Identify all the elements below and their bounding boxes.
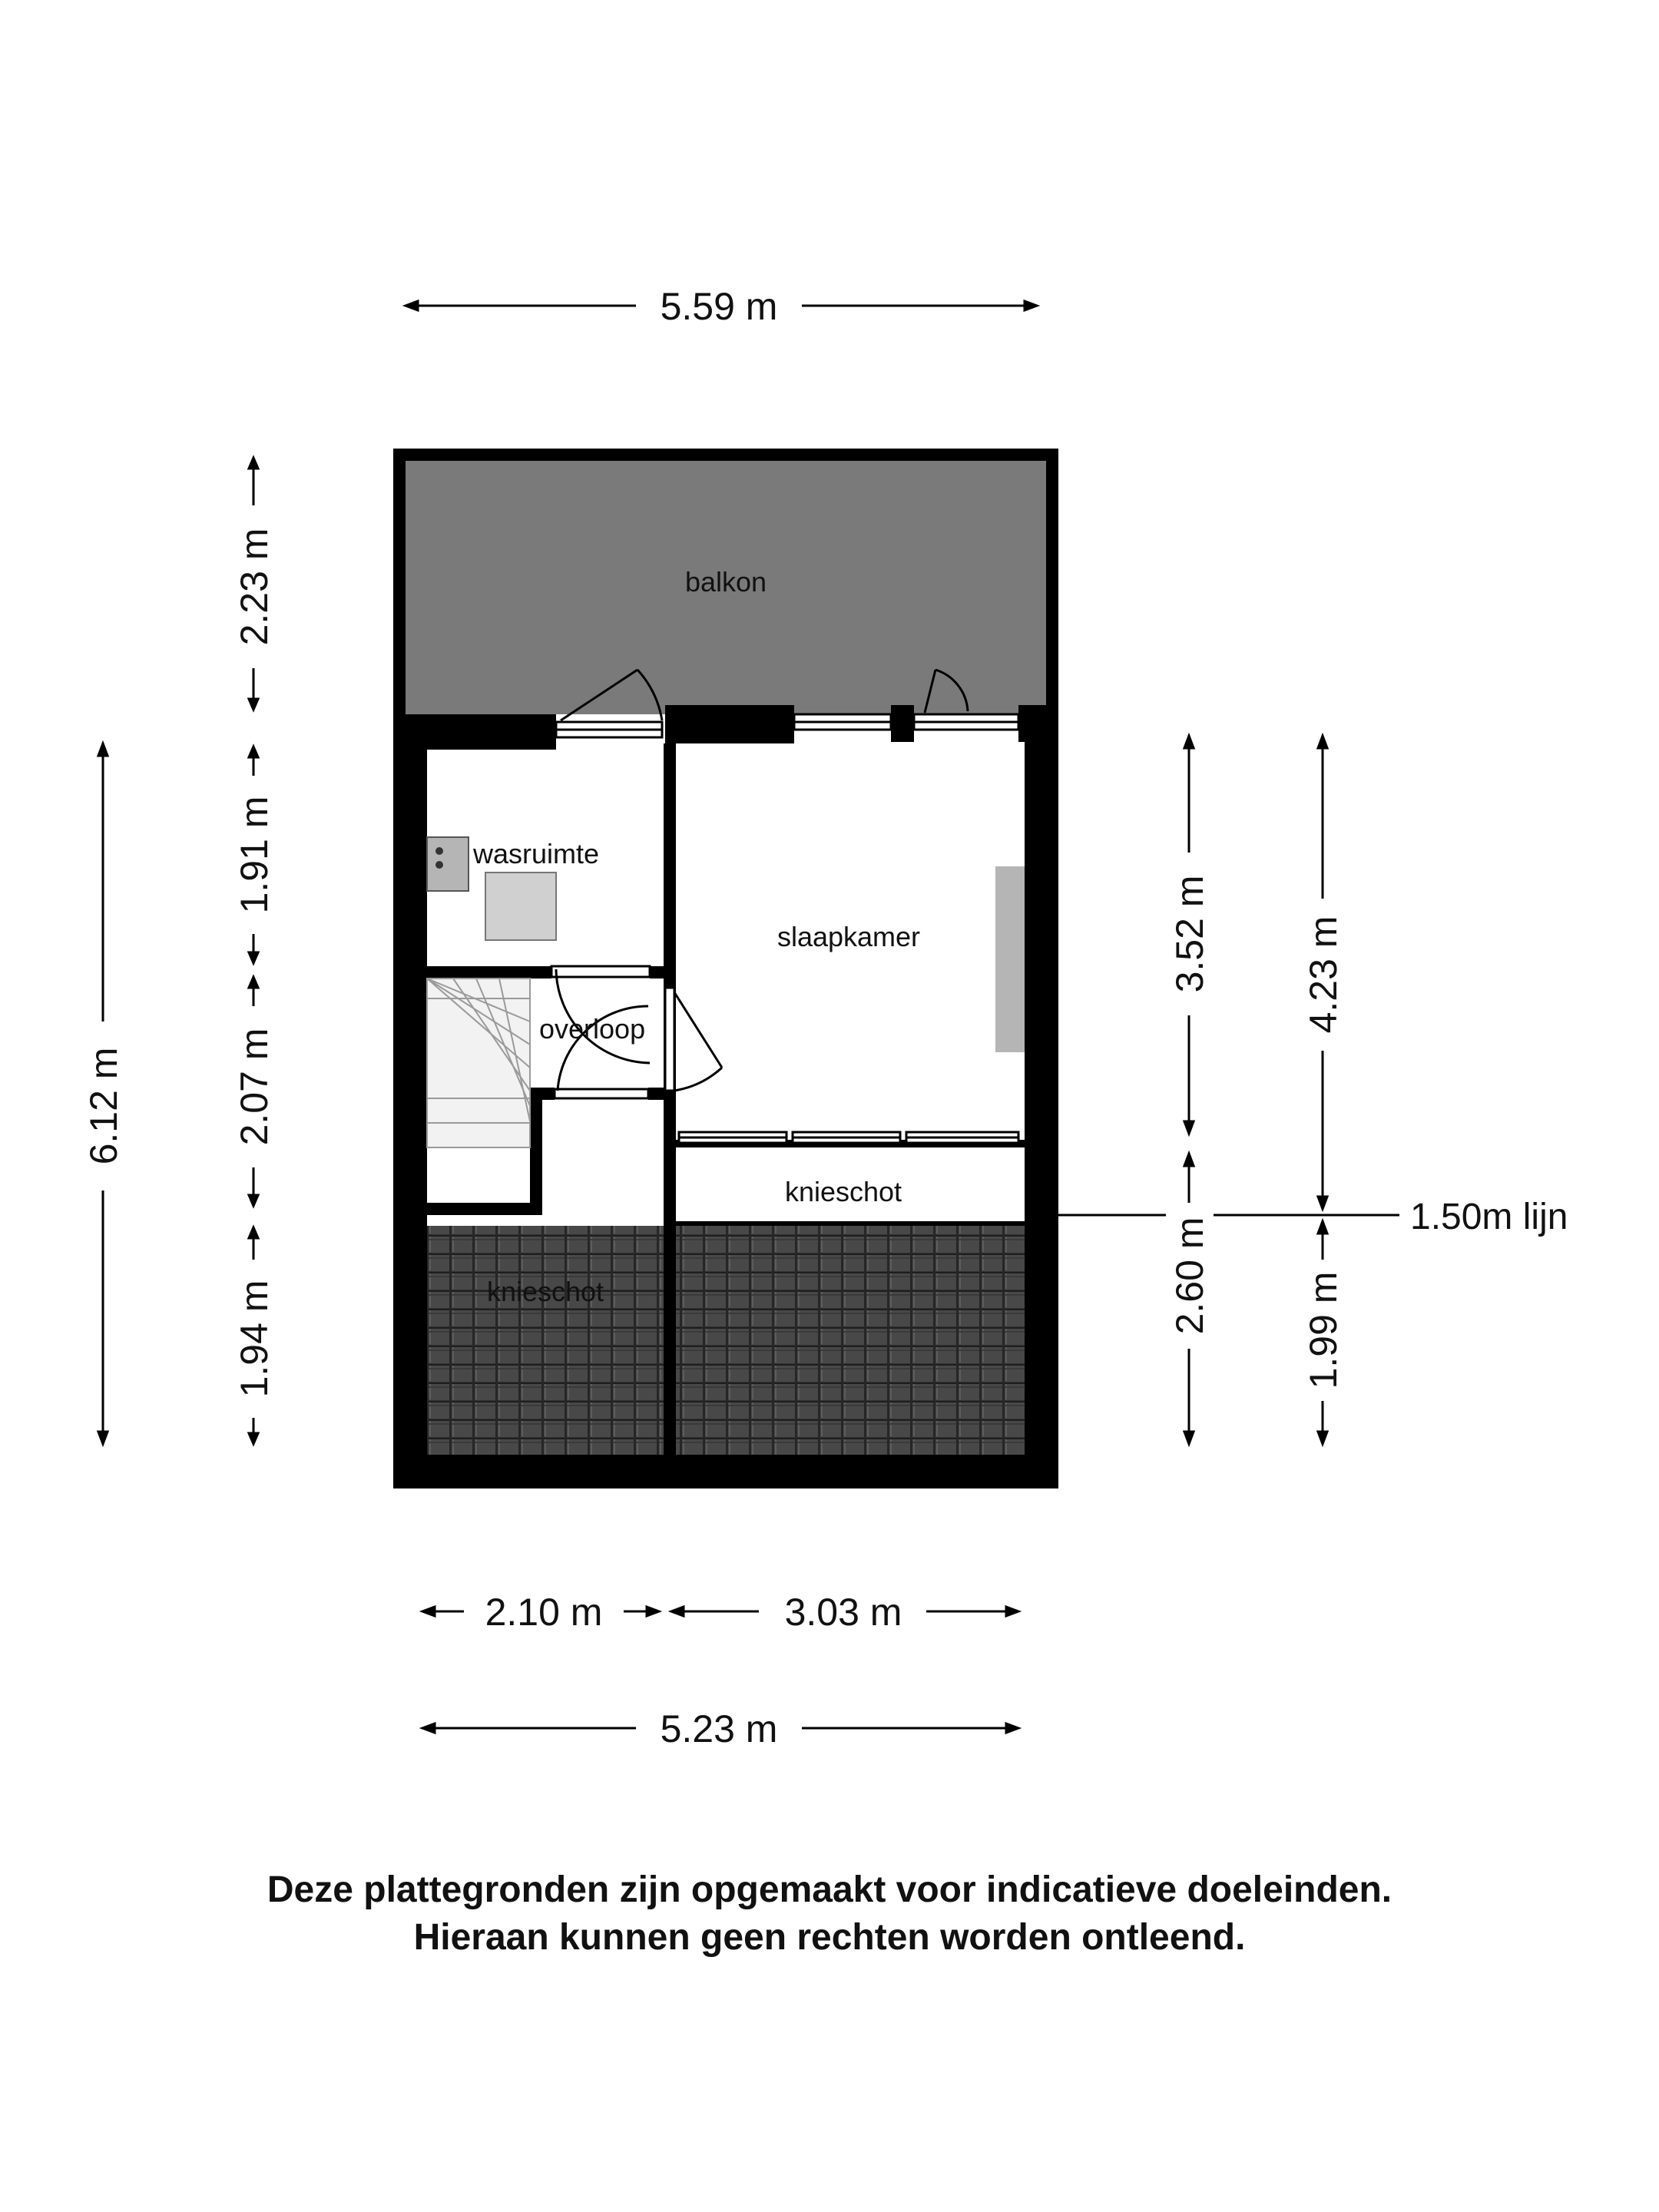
dim-bottom-right: 3.03 m xyxy=(784,1591,902,1634)
dim-left-bottom: 1.94 m xyxy=(233,1280,276,1398)
dim-top-width: 5.59 m xyxy=(660,285,778,328)
dim-right-lower: 1.99 m xyxy=(1302,1271,1345,1389)
dim-left-overloop: 2.07 m xyxy=(233,1028,276,1146)
disclaimer-line-2: Hieraan kunnen geen rechten worden ontleend. xyxy=(413,1917,1246,1958)
dim-right-bottom: 2.60 m xyxy=(1168,1217,1211,1335)
room-label-knieschot-left: knieschot xyxy=(486,1276,604,1307)
disclaimer-line-1: Deze plattegronden zijn opgemaakt voor indicatieve doeleinden. xyxy=(267,1869,1392,1910)
wardrobe-slaapkamer xyxy=(995,866,1025,1052)
dim-left-wasruimte: 1.91 m xyxy=(233,796,276,914)
room-label-overloop: overloop xyxy=(539,1013,646,1045)
room-label-knieschot-right: knieschot xyxy=(784,1176,902,1207)
room-label-balkon: balkon xyxy=(684,566,767,598)
knieschot-roof xyxy=(427,1226,1025,1455)
disclaimer xyxy=(0,1866,1659,1962)
room-label-wasruimte: wasruimte xyxy=(473,838,600,869)
room-label-slaapkamer: slaapkamer xyxy=(777,921,921,952)
staircase xyxy=(427,979,530,1147)
dim-line-label: 1.50m lijn xyxy=(1410,1197,1568,1237)
dim-bottom-total: 5.23 m xyxy=(660,1707,778,1750)
dim-right-upper: 4.23 m xyxy=(1302,916,1345,1034)
dim-left-total: 6.12 m xyxy=(82,1047,125,1165)
dim-right-slaapkamer: 3.52 m xyxy=(1168,875,1211,993)
dim-bottom-left: 2.10 m xyxy=(485,1591,603,1634)
knieschot-doors xyxy=(679,1132,1018,1143)
dim-left-balkon: 2.23 m xyxy=(233,528,276,646)
